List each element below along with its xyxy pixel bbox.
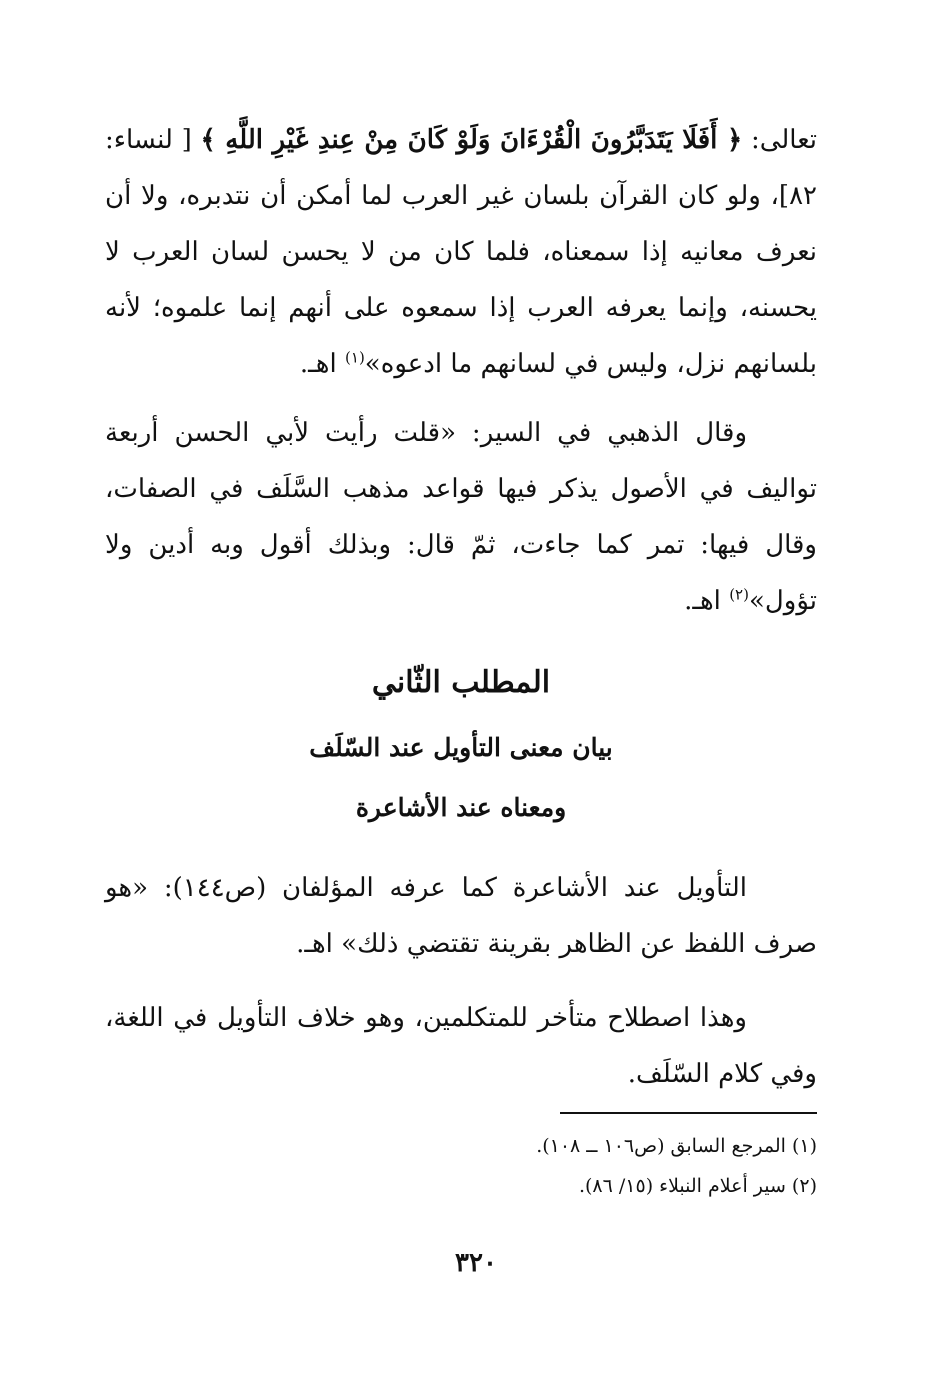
surah-reference: [ لنساء: ٨٢]، <box>105 125 818 211</box>
paragraph-end: اهـ. <box>299 349 346 379</box>
paragraph-definition <box>105 860 817 972</box>
paragraph-quran-citation <box>105 112 817 392</box>
footnote-marker-2[interactable]: (٢) <box>729 585 749 604</box>
paragraph-dhahabi-quote <box>105 405 817 629</box>
section-subtitle-1: بيان معنى التأويل عند السّلَف <box>309 733 613 762</box>
page-number: ٣٢٠ <box>455 1248 497 1278</box>
paragraph-body: وقال الذهبي في السير: «قلت رأيت لأبي الحسن أربعة تواليف في الأصول يذكر فيها قواعد مذهب السَّلَف في الصفات، وقال فيها: تمر كما جاءت، ثمّ قال: وبذلك أقول وبه أدين ولا تؤول» <box>105 418 817 616</box>
paragraph-lead: تعالى: <box>742 125 817 155</box>
paragraph-terminology <box>105 990 817 1102</box>
footnote-divider <box>560 1112 817 1114</box>
footnotes <box>105 1126 817 1206</box>
footnote-1: (١) المرجع السابق (ص١٠٦ ــ ١٠٨). <box>536 1135 817 1157</box>
paragraph-body: ولو كان القرآن بلسان غير العرب لما أمكن أن نتدبره، ولا أن نعرف معانيه إذا سمعناه، فلما كان من لا يحسن لسان العرب لا يحسنه، وإنما يعرفه العرب إذا سمعوه على أنهم إنما علموه؛ لأنه بلسانهم نزل، وليس في لسانهم ما ادعوه» <box>105 181 817 379</box>
paragraph-body: وهذا اصطلاح متأخر للمتكلمين، وهو خلاف التأويل في اللغة، وفي كلام السّلَف. <box>105 1003 817 1089</box>
paragraph-body: التأويل عند الأشاعرة كما عرفه المؤلفان (ص١٤٤): «هو صرف اللفظ عن الظاهر بقرينة تقتضي ذلك» اهـ. <box>105 873 817 959</box>
section-subtitle-2: ومعناه عند الأشاعرة <box>355 793 567 822</box>
footnote-2: (٢) سير أعلام النبلاء (١٥/ ٨٦). <box>578 1175 817 1197</box>
quran-verse: ﴿ أَفَلَا يَتَدَبَّرُونَ الْقُرْءَانَ وَلَوْ كَانَ مِنْ عِندِ غَيْرِ اللَّهِ ﴾ <box>200 125 743 155</box>
paragraph-end: اهـ. <box>684 586 730 616</box>
footnote-marker-1[interactable]: (١) <box>345 348 365 367</box>
section-title: المطلب الثّاني <box>371 665 551 700</box>
